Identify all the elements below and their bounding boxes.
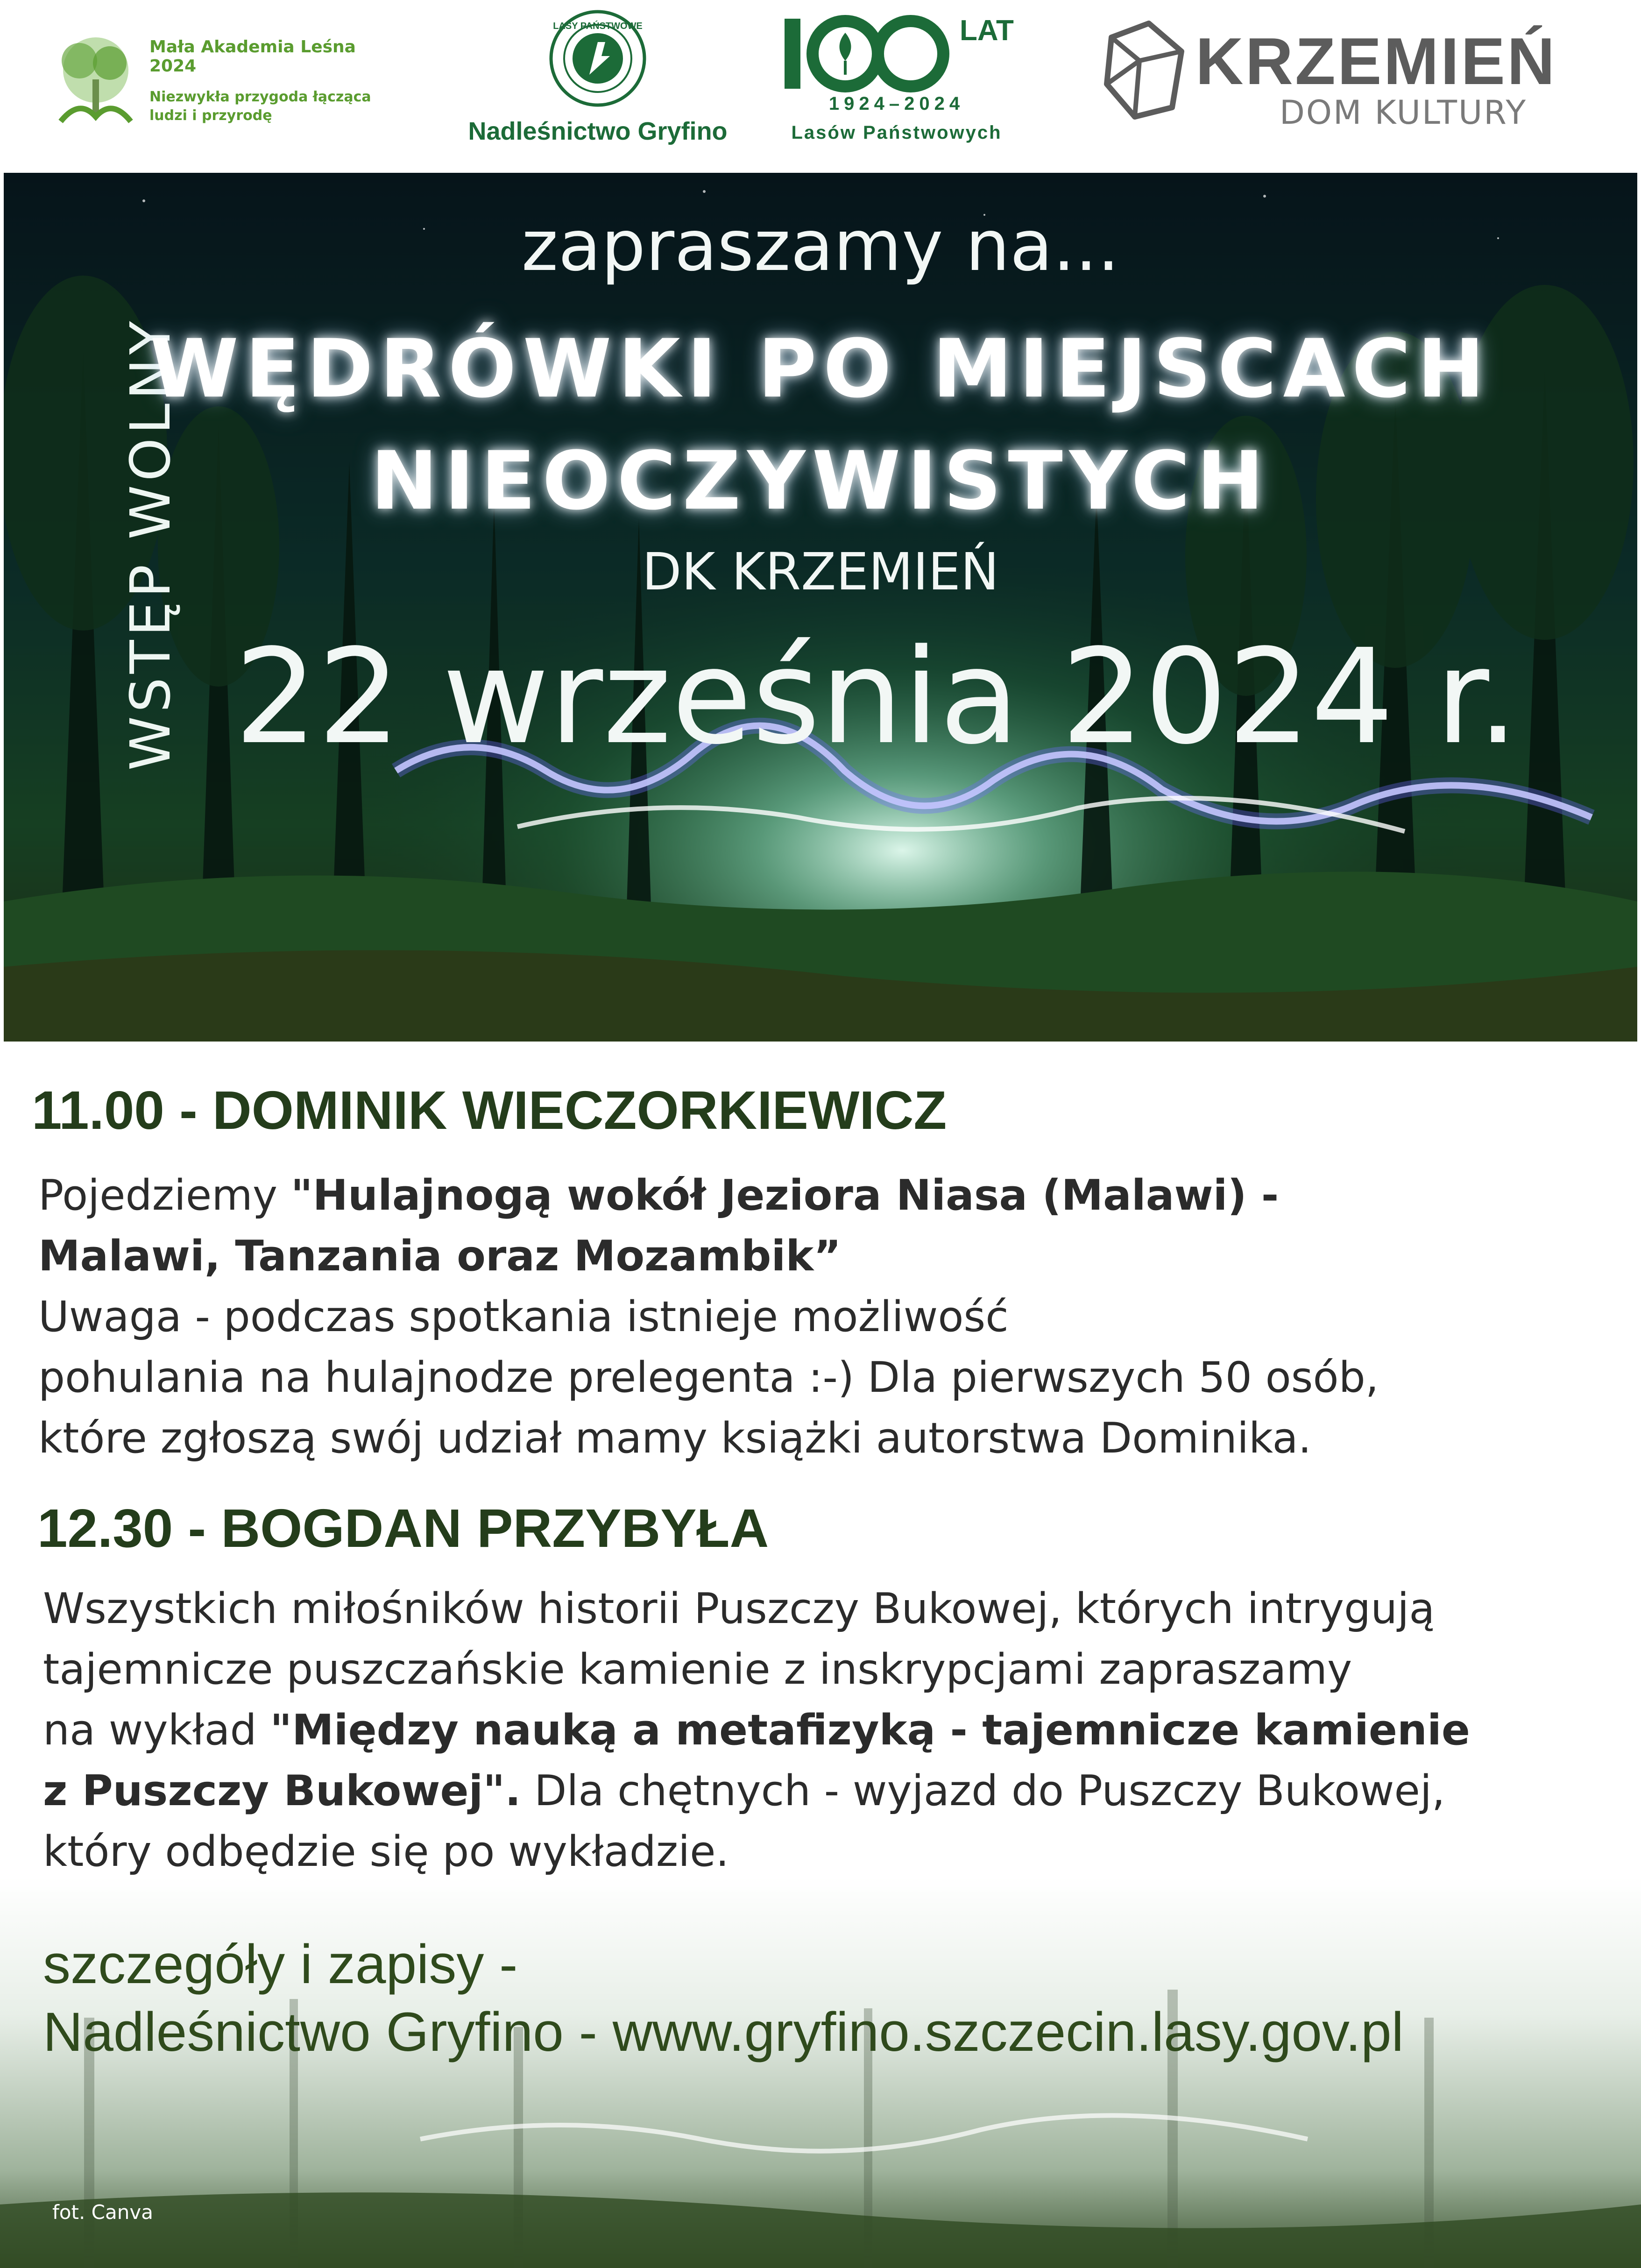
krzemien-logo [1093, 14, 1606, 131]
akademia-subtitle: Niezwykła przygoda łącząca ludzi i przyrodę [149, 89, 371, 124]
event-2-talk-title-end: z Puszczy Bukowej". [43, 1766, 521, 1815]
event-title-line2: NIEOCZYWISTYCH [370, 434, 1271, 528]
nadlesnictwo-gryfino-logo [434, 9, 761, 149]
lat-label: LAT [960, 14, 1014, 47]
event-2-line3-plain: na wykład [43, 1706, 270, 1755]
photo-credit: fot. Canva [52, 2201, 153, 2224]
event-place: DK KRZEMIEŃ [642, 542, 999, 602]
event-title-line1: WĘDRÓWKI PO MIEJSCACH [150, 322, 1491, 416]
krzemien-name: KRZEMIEŃ [1195, 24, 1557, 99]
logo-bar [0, 0, 1641, 170]
event-2-line4-plain: Dla chętnych - wyjazd do Puszczy Bukowej, [521, 1766, 1445, 1815]
event-1-talk-title: "Hulajnogą wokół Jeziora Niasa (Malawi) - [290, 1171, 1279, 1220]
event-2-heading: 12.30 - BOGDAN PRZYBYŁA [37, 1498, 769, 1559]
details-website[interactable]: Nadleśnictwo Gryfino - www.gryfino.szczecin.lasy.gov.pl [43, 2001, 1404, 2063]
seal-text: LASY PAŃSTWOWE [553, 21, 643, 31]
event-1-description [38, 1165, 1379, 1469]
invite-text: zapraszamy na... [521, 206, 1120, 287]
tree-hands-icon [51, 33, 140, 135]
flint-stone-icon [1097, 19, 1191, 121]
mala-akademia-lesna-logo [51, 28, 406, 140]
forest-night-photo [4, 173, 1637, 1042]
event-2-talk-title: "Między nauką a metafizyką - tajemnicze kamienie [270, 1706, 1470, 1755]
nadlesnictwo-name: Nadleśnictwo Gryfino [468, 117, 728, 145]
event-1-line1 [38, 1165, 1379, 1226]
dom-kultury-label: DOM KULTURY [1280, 93, 1528, 132]
event-1-line3: Uwaga - podczas spotkania istnieje możliwość [38, 1292, 1009, 1341]
event-2-line5: który odbędzie się po wykładzie. [43, 1827, 729, 1876]
100-lat-lasow-logo [775, 9, 1037, 145]
details-label: szczegóły i zapisy - [43, 1934, 518, 1995]
event-2-line2: tajemnicze puszczańskie kamienie z inskrypcjami zapraszamy [43, 1645, 1352, 1694]
free-entry-label: WSTĘP WOLNY [118, 317, 183, 771]
akademia-title: Mała Akademia Leśna 2024 [149, 37, 356, 76]
years-range: 1924–2024 [828, 93, 965, 114]
event-date: 22 września 2024 r. [234, 621, 1519, 773]
event-2-line1: Wszystkich miłośników historii Puszczy Bukowej, których intrygują [43, 1584, 1435, 1633]
lasow-caption: Lasów Państwowych [791, 122, 1002, 143]
event-1-line5: które zgłoszą swój udział mamy książki autorstwa Dominika. [38, 1414, 1312, 1463]
event-2-line4 [43, 1761, 1470, 1821]
event-1-line2: Malawi, Tanzania oraz Mozambik” [38, 1232, 842, 1281]
event-2-description [43, 1579, 1470, 1882]
event-2-line3 [43, 1700, 1470, 1761]
event-1-line1-plain: Pojedziemy [38, 1171, 291, 1220]
event-1-heading: 11.00 - DOMINIK WIECZORKIEWICZ [32, 1080, 947, 1141]
lasy-panstwowe-emblem-icon [523, 9, 672, 112]
event-title [4, 313, 1637, 537]
hero-forest-banner [4, 173, 1637, 1042]
event-1-line4: pohulania na hulajnodze prelegenta :-) Dla pierwszych 50 osób, [38, 1353, 1379, 1402]
